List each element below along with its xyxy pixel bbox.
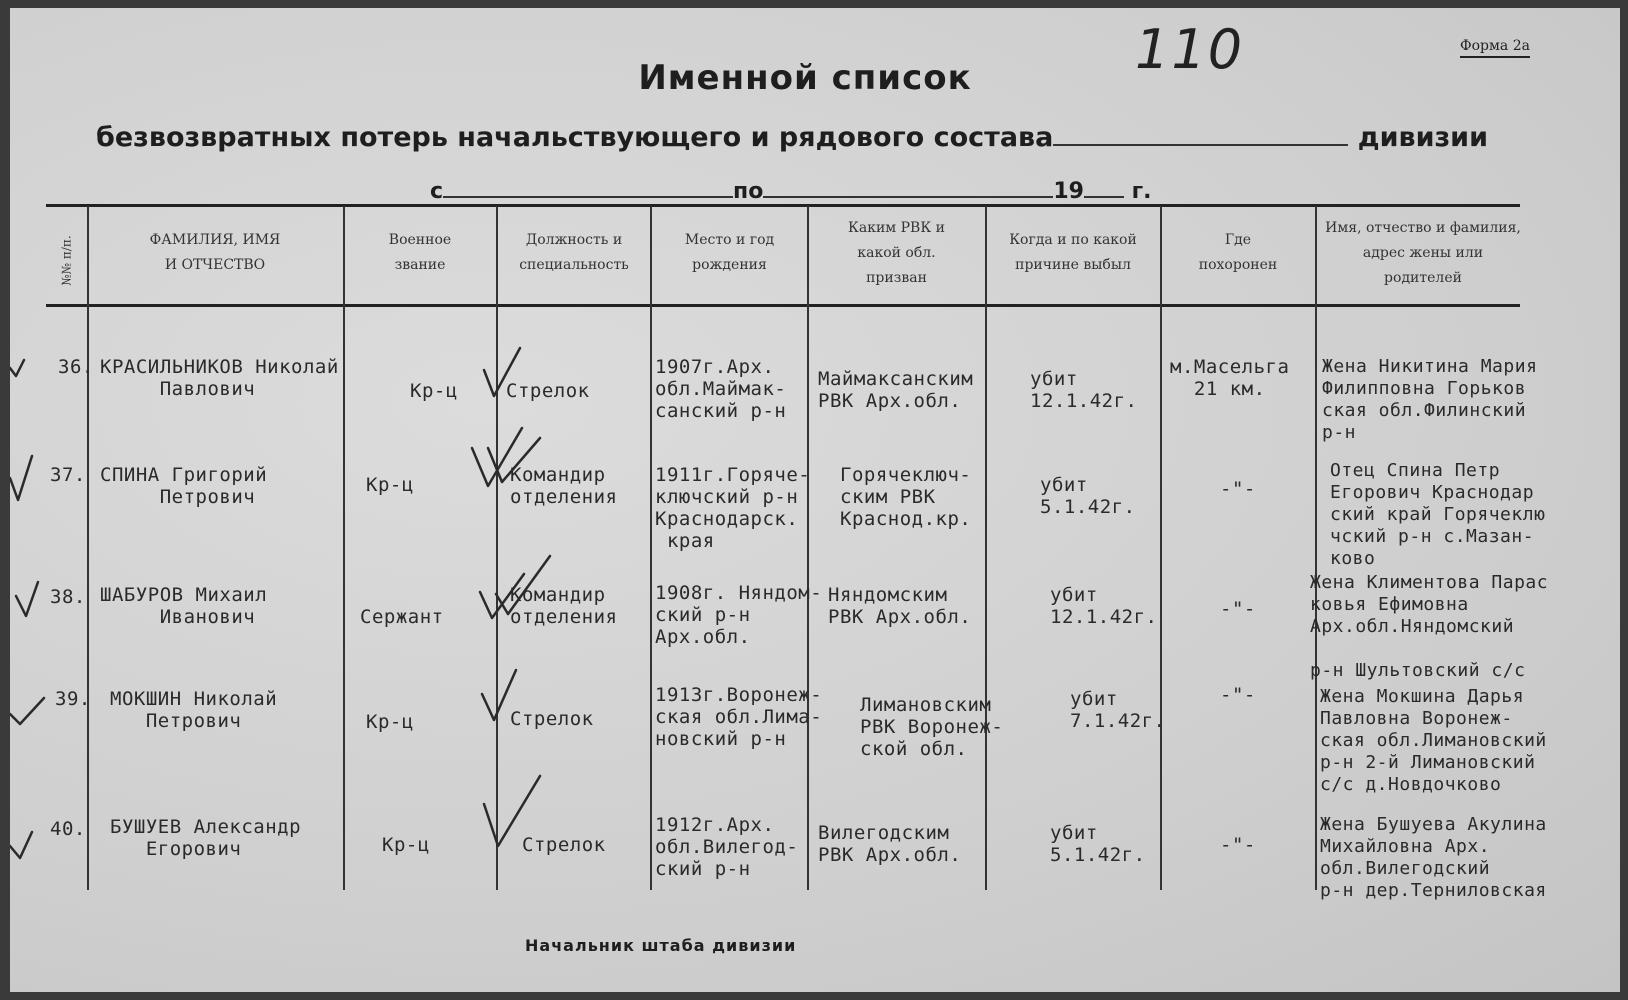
check-mark-icon xyxy=(482,670,516,720)
col-header-reason: Когда и по какой причине выбыл xyxy=(1009,232,1137,273)
col-header-buried: Где похоронен xyxy=(1198,232,1278,273)
row-relatives: Жена Мокшина Дарья Павловна Воронеж- ская обл.Лимановский р-н 2-й Лимановский с/с д.Новдочково xyxy=(1320,686,1547,795)
check-mark-icon xyxy=(10,8,1620,992)
row-relatives: Отец Спина Петр Егорович Краснодар ский край Горячеклю чский р-н с.Мазан- ково xyxy=(1330,460,1546,569)
row-position: Командир отделения xyxy=(510,464,618,508)
row-rank: Сержант xyxy=(360,606,444,628)
subtitle-text: безвозвратных потерь начальствующего и рядового состава xyxy=(96,122,1054,153)
year-label: 19 xyxy=(1053,179,1084,204)
col-header-relatives: Имя, отчество и фамилия, адрес жены или родителей xyxy=(1325,220,1521,286)
check-mark-icon xyxy=(484,348,520,396)
row-full-name: КРАСИЛЬНИКОВ Николай Павлович xyxy=(100,356,339,400)
col-header-birth: Место и год рождения xyxy=(684,232,775,273)
row-birth: 1913г.Воронеж- ская обл.Лима- новский р-н xyxy=(655,684,823,750)
row-reason: убит 7.1.42г. xyxy=(1070,688,1166,732)
check-mark-icon xyxy=(480,574,524,618)
row-full-name: ШАБУРОВ Михаил Иванович xyxy=(100,584,268,628)
row-reason: убит 5.1.42г. xyxy=(1050,822,1146,866)
year-suffix: г. xyxy=(1131,179,1152,204)
row-number: 38. xyxy=(50,586,86,608)
row-birth: 1912г.Арх. обл.Вилегод- ский р-н xyxy=(655,814,799,880)
check-mark-icon xyxy=(484,776,540,846)
subtitle-division: дивизии xyxy=(1357,122,1489,153)
row-rvk: Лимановским РВК Воронеж- ской обл. xyxy=(860,694,1004,760)
row-birth: 1907г.Арх. обл.Маймак- санский р-н xyxy=(655,356,787,422)
row-birth: 1908г. Няндом- ский р-н Арх.обл. xyxy=(655,582,823,648)
row-rank: Кр-ц xyxy=(410,380,458,402)
document-title: Именной список xyxy=(638,58,972,98)
row-buried: -"- xyxy=(1220,684,1256,706)
check-mark-icon xyxy=(10,360,24,376)
check-mark-icon xyxy=(10,698,44,724)
row-rvk: Горячеключ- ским РВК Краснод.кр. xyxy=(840,464,972,530)
signature-label: Начальник штаба дивизии xyxy=(525,936,797,955)
row-full-name: БУШУЕВ Александр Егорович xyxy=(110,816,302,860)
row-reason: убит 5.1.42г. xyxy=(1040,474,1136,518)
row-number: 37. xyxy=(50,464,86,486)
row-buried: м.Масельга 21 км. xyxy=(1170,356,1290,400)
row-buried: -"- xyxy=(1220,478,1256,500)
row-position: Стрелок xyxy=(522,834,606,856)
date-from-label: с xyxy=(430,179,444,204)
document-sheet xyxy=(10,8,1620,992)
row-rank: Кр-ц xyxy=(366,474,414,496)
col-header-name: ФАМИЛИЯ, ИМЯ И ОТЧЕСТВО xyxy=(149,232,281,273)
row-birth: 1911г.Горяче- ключский р-н Краснодарск. края xyxy=(655,464,811,552)
check-mark-icon xyxy=(10,832,32,858)
row-position: Командир отделения xyxy=(510,584,618,628)
date-to-label: по xyxy=(733,179,764,204)
col-header-rank: Военное звание xyxy=(388,232,452,273)
check-mark-icon xyxy=(496,556,550,614)
row-position: Стрелок xyxy=(510,708,594,730)
col-header-rvk: Каким РВК и какой обл. призван xyxy=(848,220,945,286)
row-number: 39. xyxy=(55,688,91,710)
row-full-name: МОКШИН Николай Петрович xyxy=(110,688,278,732)
row-relatives: Жена Климентова Парас ковья Ефимовна Арх.обл.Няндомский р-н Шультовский с/с xyxy=(1310,572,1549,681)
row-number: 40. xyxy=(50,818,86,840)
row-buried: -"- xyxy=(1220,834,1256,856)
row-number: 36. xyxy=(58,356,94,378)
check-mark-icon xyxy=(472,428,522,486)
check-mark-icon xyxy=(10,456,32,500)
row-reason: убит 12.1.42г. xyxy=(1030,368,1138,412)
row-rank: Кр-ц xyxy=(366,711,414,733)
row-rvk: Няндомским РВК Арх.обл. xyxy=(828,584,972,628)
row-position: Стрелок xyxy=(506,380,590,402)
form-label: Форма 2а xyxy=(1460,38,1530,58)
row-relatives: Жена Бушуева Акулина Михайловна Арх. обл.Вилегодский р-н дер.Терниловская xyxy=(1320,814,1547,901)
handwritten-page-number: 110 xyxy=(1135,18,1245,81)
col-header-number: №№ п/п. xyxy=(59,235,74,286)
check-mark-icon xyxy=(488,438,540,482)
row-buried: -"- xyxy=(1220,598,1256,620)
row-reason: убит 12.1.42г. xyxy=(1050,584,1158,628)
check-mark-icon xyxy=(16,582,38,616)
row-full-name: СПИНА Григорий Петрович xyxy=(100,464,268,508)
row-rvk: Вилегодским РВК Арх.обл. xyxy=(818,822,962,866)
row-rank: Кр-ц xyxy=(382,834,430,856)
row-rvk: Маймаксанским РВК Арх.обл. xyxy=(818,368,974,412)
col-header-position: Должность и специальность xyxy=(519,232,629,273)
row-relatives: Жена Никитина Мария Филипповна Горьков ская обл.Филинский р-н xyxy=(1322,356,1538,443)
